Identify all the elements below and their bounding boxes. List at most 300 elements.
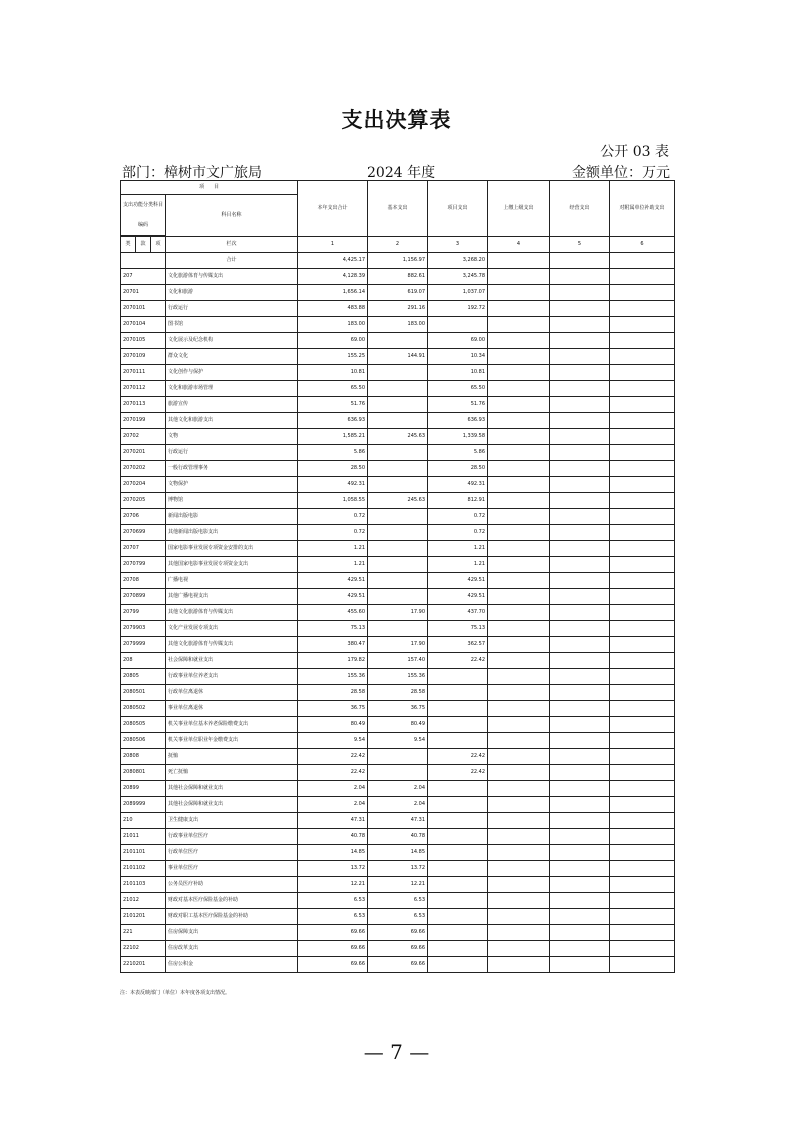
row-value: 13.72 xyxy=(368,861,428,877)
row-value: 17.90 xyxy=(368,605,428,621)
row-value xyxy=(368,589,428,605)
row-value xyxy=(550,909,610,925)
row-value xyxy=(488,477,550,493)
table-row xyxy=(121,445,675,461)
row-value xyxy=(368,749,428,765)
table-row xyxy=(121,269,675,285)
row-value xyxy=(368,461,428,477)
row-value: 36.75 xyxy=(298,701,368,717)
table-row xyxy=(121,637,675,653)
row-value xyxy=(610,717,675,733)
row-name: 图书馆 xyxy=(166,317,298,333)
row-value xyxy=(488,909,550,925)
row-value xyxy=(610,301,675,317)
row-value xyxy=(610,765,675,781)
row-code: 2070899 xyxy=(121,589,166,605)
row-value xyxy=(610,477,675,493)
table-row xyxy=(121,349,675,365)
row-name: 文化产业发展专项支出 xyxy=(166,621,298,637)
row-value: 6.53 xyxy=(368,909,428,925)
row-code: 221 xyxy=(121,925,166,941)
row-value xyxy=(488,461,550,477)
table-row xyxy=(121,365,675,381)
row-value xyxy=(610,365,675,381)
row-value xyxy=(428,925,488,941)
row-name: 财政对基本医疗保险基金的补助 xyxy=(166,893,298,909)
row-code: 20808 xyxy=(121,749,166,765)
row-value xyxy=(488,653,550,669)
row-value: 1.21 xyxy=(428,557,488,573)
row-value xyxy=(488,877,550,893)
row-name: 其他社会保障和就业支出 xyxy=(166,781,298,797)
row-value: 51.76 xyxy=(428,397,488,413)
row-name: 其他文化旅游体育与传媒支出 xyxy=(166,605,298,621)
row-value: 619.07 xyxy=(368,285,428,301)
row-value: 36.75 xyxy=(368,701,428,717)
row-name: 住房公积金 xyxy=(166,957,298,973)
row-code: 2080502 xyxy=(121,701,166,717)
header-xiang: 项 xyxy=(151,237,166,253)
row-value xyxy=(550,269,610,285)
row-code: 20708 xyxy=(121,573,166,589)
row-value xyxy=(488,621,550,637)
row-value xyxy=(550,429,610,445)
table-row xyxy=(121,701,675,717)
row-value xyxy=(610,589,675,605)
row-value xyxy=(550,733,610,749)
row-value: 1.21 xyxy=(428,541,488,557)
row-name: 事业单位医疗 xyxy=(166,861,298,877)
table-row xyxy=(121,813,675,829)
row-value xyxy=(610,909,675,925)
row-value: 1,058.55 xyxy=(298,493,368,509)
row-value xyxy=(610,701,675,717)
row-value xyxy=(550,877,610,893)
table-row xyxy=(121,429,675,445)
row-value: 13.72 xyxy=(298,861,368,877)
row-value: 492.31 xyxy=(298,477,368,493)
row-name: 行政单位离退休 xyxy=(166,685,298,701)
form-number: 公开 03 表 xyxy=(600,144,669,160)
row-name: 国家电影事业发展专项资金安排的支出 xyxy=(166,541,298,557)
row-code: 2070799 xyxy=(121,557,166,573)
department-label: 部门：樟树市文广旅局 xyxy=(122,165,262,181)
row-value xyxy=(488,749,550,765)
row-value xyxy=(550,477,610,493)
table-row xyxy=(121,829,675,845)
row-value xyxy=(610,733,675,749)
table-row xyxy=(121,781,675,797)
row-value xyxy=(368,557,428,573)
row-code: 2089999 xyxy=(121,797,166,813)
row-value xyxy=(488,925,550,941)
row-value: 144.91 xyxy=(368,349,428,365)
row-value: 429.51 xyxy=(298,573,368,589)
row-name: 广播电视 xyxy=(166,573,298,589)
row-name: 新闻出版电影 xyxy=(166,509,298,525)
table-row xyxy=(121,557,675,573)
row-code: 2070112 xyxy=(121,381,166,397)
row-value: 40.78 xyxy=(368,829,428,845)
row-name: 其他国家电影事业发展专项资金支出 xyxy=(166,557,298,573)
row-value xyxy=(368,509,428,525)
row-value: 69.00 xyxy=(298,333,368,349)
row-value xyxy=(428,669,488,685)
row-value xyxy=(488,733,550,749)
header-name-label: 科目名称 xyxy=(166,195,298,237)
row-value: 6.53 xyxy=(298,909,368,925)
header-col-3: 项目支出 xyxy=(428,181,488,237)
row-value xyxy=(488,685,550,701)
row-value xyxy=(610,861,675,877)
row-name: 文物 xyxy=(166,429,298,445)
row-value: 22.42 xyxy=(298,765,368,781)
row-value xyxy=(550,573,610,589)
col-num-2: 2 xyxy=(368,237,428,253)
row-value xyxy=(550,301,610,317)
row-code: 20706 xyxy=(121,509,166,525)
row-value xyxy=(488,413,550,429)
header-row-project xyxy=(121,181,675,195)
row-value: 69.66 xyxy=(298,957,368,973)
col-num-5: 5 xyxy=(550,237,610,253)
table-row xyxy=(121,493,675,509)
row-value xyxy=(610,797,675,813)
row-value xyxy=(488,669,550,685)
row-value: 192.72 xyxy=(428,301,488,317)
row-value xyxy=(610,669,675,685)
row-code: 210 xyxy=(121,813,166,829)
row-value xyxy=(368,573,428,589)
row-value xyxy=(610,605,675,621)
header-code-label: 支出功能分类科目编码 xyxy=(121,195,166,236)
row-name: 行政运行 xyxy=(166,301,298,317)
row-value xyxy=(368,445,428,461)
table-row xyxy=(121,733,675,749)
row-value: 157.40 xyxy=(368,653,428,669)
row-name: 公务员医疗补助 xyxy=(166,877,298,893)
row-name: 群众文化 xyxy=(166,349,298,365)
row-value xyxy=(428,733,488,749)
col-num-1: 1 xyxy=(298,237,368,253)
row-value xyxy=(610,493,675,509)
table-row xyxy=(121,573,675,589)
row-value xyxy=(428,317,488,333)
row-code: 21011 xyxy=(121,829,166,845)
row-code: 2080506 xyxy=(121,733,166,749)
table-row xyxy=(121,397,675,413)
row-name: 行政事业单位养老支出 xyxy=(166,669,298,685)
row-value xyxy=(610,573,675,589)
table-row xyxy=(121,621,675,637)
row-value xyxy=(488,957,550,973)
row-value xyxy=(550,525,610,541)
row-code: 2070205 xyxy=(121,493,166,509)
table-row xyxy=(121,477,675,493)
table-row xyxy=(121,301,675,317)
row-code: 20707 xyxy=(121,541,166,557)
row-value xyxy=(550,397,610,413)
row-code: 20899 xyxy=(121,781,166,797)
row-value xyxy=(428,893,488,909)
row-value xyxy=(610,925,675,941)
row-code: 2210201 xyxy=(121,957,166,973)
header-col-1: 本年支出合计 xyxy=(298,181,368,237)
row-code: 208 xyxy=(121,653,166,669)
row-value xyxy=(610,941,675,957)
table-row xyxy=(121,669,675,685)
row-value: 1,656.14 xyxy=(298,285,368,301)
row-name: 其他广播电视支出 xyxy=(166,589,298,605)
row-value: 4,128.39 xyxy=(298,269,368,285)
row-value xyxy=(550,893,610,909)
row-value xyxy=(550,765,610,781)
row-value xyxy=(368,381,428,397)
row-value xyxy=(368,333,428,349)
row-value xyxy=(610,845,675,861)
table-row xyxy=(121,797,675,813)
row-value: 2.04 xyxy=(368,781,428,797)
row-value xyxy=(550,925,610,941)
row-value xyxy=(550,381,610,397)
row-value xyxy=(488,941,550,957)
row-name: 博物馆 xyxy=(166,493,298,509)
row-value xyxy=(550,461,610,477)
row-value xyxy=(428,861,488,877)
row-value xyxy=(428,909,488,925)
row-value: 429.51 xyxy=(428,589,488,605)
row-value xyxy=(488,285,550,301)
row-value: 28.58 xyxy=(368,685,428,701)
row-name: 住房改革支出 xyxy=(166,941,298,957)
row-value xyxy=(610,637,675,653)
row-name: 文化旅游体育与传媒支出 xyxy=(166,269,298,285)
row-value: 9.54 xyxy=(368,733,428,749)
row-value: 10.34 xyxy=(428,349,488,365)
row-value: 12.21 xyxy=(368,877,428,893)
table-row xyxy=(121,845,675,861)
col-num-3: 3 xyxy=(428,237,488,253)
row-value: 183.00 xyxy=(298,317,368,333)
row-value: 1,585.21 xyxy=(298,429,368,445)
row-value xyxy=(368,525,428,541)
row-name: 文化展示及纪念机构 xyxy=(166,333,298,349)
row-value xyxy=(428,797,488,813)
row-value: 636.93 xyxy=(428,413,488,429)
row-value: 69.00 xyxy=(428,333,488,349)
row-value: 0.72 xyxy=(428,509,488,525)
row-value: 492.31 xyxy=(428,477,488,493)
row-name: 文化和旅游市场管理 xyxy=(166,381,298,397)
row-value xyxy=(550,669,610,685)
row-value xyxy=(488,797,550,813)
row-value xyxy=(550,589,610,605)
row-value: 2.04 xyxy=(298,797,368,813)
row-value xyxy=(428,845,488,861)
row-code: 2070199 xyxy=(121,413,166,429)
row-value: 429.51 xyxy=(428,573,488,589)
row-value: 12.21 xyxy=(298,877,368,893)
row-value xyxy=(610,541,675,557)
row-value xyxy=(610,333,675,349)
total-value: 3,268.20 xyxy=(428,253,488,269)
row-value: 0.72 xyxy=(428,525,488,541)
row-value xyxy=(550,349,610,365)
row-code: 2079903 xyxy=(121,621,166,637)
row-name: 行政运行 xyxy=(166,445,298,461)
table-row xyxy=(121,541,675,557)
row-value xyxy=(488,781,550,797)
row-value xyxy=(610,413,675,429)
header-col-5: 经营支出 xyxy=(550,181,610,237)
row-value xyxy=(550,701,610,717)
row-value xyxy=(368,413,428,429)
row-value: 2.04 xyxy=(298,781,368,797)
row-value xyxy=(428,717,488,733)
row-value xyxy=(368,477,428,493)
row-code: 2080501 xyxy=(121,685,166,701)
header-lanci: 栏次 xyxy=(166,237,298,253)
table-row xyxy=(121,925,675,941)
table-row xyxy=(121,877,675,893)
row-value xyxy=(368,621,428,637)
row-value xyxy=(610,957,675,973)
row-value xyxy=(488,717,550,733)
row-value: 47.31 xyxy=(368,813,428,829)
row-code: 2070699 xyxy=(121,525,166,541)
row-value xyxy=(610,749,675,765)
table-row xyxy=(121,525,675,541)
row-value: 9.54 xyxy=(298,733,368,749)
row-value: 69.66 xyxy=(368,925,428,941)
row-value: 69.66 xyxy=(298,941,368,957)
row-value xyxy=(610,621,675,637)
row-value: 69.66 xyxy=(368,941,428,957)
row-value: 291.16 xyxy=(368,301,428,317)
row-value: 80.49 xyxy=(368,717,428,733)
report-meta xyxy=(122,162,670,180)
row-value: 437.70 xyxy=(428,605,488,621)
row-value xyxy=(428,829,488,845)
row-value: 636.93 xyxy=(298,413,368,429)
row-value: 28.50 xyxy=(428,461,488,477)
row-code: 2079999 xyxy=(121,637,166,653)
row-value xyxy=(428,941,488,957)
row-value: 22.42 xyxy=(298,749,368,765)
row-value: 75.13 xyxy=(298,621,368,637)
row-value: 5.86 xyxy=(298,445,368,461)
total-value: 4,425.17 xyxy=(298,253,368,269)
row-code: 20701 xyxy=(121,285,166,301)
row-name: 行政事业单位医疗 xyxy=(166,829,298,845)
row-value xyxy=(610,829,675,845)
row-value xyxy=(550,717,610,733)
row-value xyxy=(550,845,610,861)
row-value xyxy=(368,397,428,413)
row-value: 1.21 xyxy=(298,541,368,557)
row-value xyxy=(550,781,610,797)
row-value xyxy=(610,525,675,541)
row-value: 14.85 xyxy=(368,845,428,861)
row-value: 22.42 xyxy=(428,765,488,781)
row-value xyxy=(610,429,675,445)
row-value xyxy=(488,381,550,397)
row-value xyxy=(610,781,675,797)
row-value xyxy=(610,285,675,301)
row-value xyxy=(610,317,675,333)
row-code: 2070113 xyxy=(121,397,166,413)
row-value: 5.86 xyxy=(428,445,488,461)
row-value xyxy=(428,781,488,797)
row-value xyxy=(550,653,610,669)
header-col-4: 上缴上级支出 xyxy=(488,181,550,237)
row-code: 22102 xyxy=(121,941,166,957)
row-code: 2101101 xyxy=(121,845,166,861)
row-code: 20805 xyxy=(121,669,166,685)
row-code: 2101102 xyxy=(121,861,166,877)
row-value: 3,245.78 xyxy=(428,269,488,285)
row-value xyxy=(610,685,675,701)
row-value: 40.78 xyxy=(298,829,368,845)
row-value: 455.60 xyxy=(298,605,368,621)
row-value: 10.81 xyxy=(428,365,488,381)
row-value: 1,339.58 xyxy=(428,429,488,445)
row-name: 抚恤 xyxy=(166,749,298,765)
table-row xyxy=(121,685,675,701)
row-value xyxy=(488,589,550,605)
row-code: 2080801 xyxy=(121,765,166,781)
row-value xyxy=(610,445,675,461)
row-name: 行政单位医疗 xyxy=(166,845,298,861)
header-col-6: 对附属单位补助支出 xyxy=(610,181,675,237)
table-row xyxy=(121,717,675,733)
row-value: 65.50 xyxy=(298,381,368,397)
row-value xyxy=(488,269,550,285)
row-name: 卫生健康支出 xyxy=(166,813,298,829)
row-name: 住房保障支出 xyxy=(166,925,298,941)
row-code: 2070104 xyxy=(121,317,166,333)
row-name: 事业单位离退休 xyxy=(166,701,298,717)
header-row-lanci xyxy=(121,237,675,253)
row-value: 10.81 xyxy=(298,365,368,381)
row-value: 28.50 xyxy=(298,461,368,477)
row-value: 75.13 xyxy=(428,621,488,637)
row-value xyxy=(550,285,610,301)
page-title: 支出决算表 xyxy=(341,108,452,132)
row-value xyxy=(488,493,550,509)
row-name: 一般行政管理事务 xyxy=(166,461,298,477)
row-value: 0.72 xyxy=(298,509,368,525)
row-value xyxy=(550,637,610,653)
row-code: 2070202 xyxy=(121,461,166,477)
row-value: 362.57 xyxy=(428,637,488,653)
row-value xyxy=(550,813,610,829)
row-value: 22.42 xyxy=(428,653,488,669)
row-value xyxy=(488,557,550,573)
row-value xyxy=(610,653,675,669)
row-value xyxy=(550,685,610,701)
row-value xyxy=(550,493,610,509)
row-name: 死亡抚恤 xyxy=(166,765,298,781)
row-value xyxy=(428,685,488,701)
row-value: 6.53 xyxy=(368,893,428,909)
row-value xyxy=(550,541,610,557)
table-row xyxy=(121,941,675,957)
row-value: 1.21 xyxy=(298,557,368,573)
row-value xyxy=(550,749,610,765)
unit-label: 金额单位：万元 xyxy=(572,165,670,181)
row-value xyxy=(550,557,610,573)
